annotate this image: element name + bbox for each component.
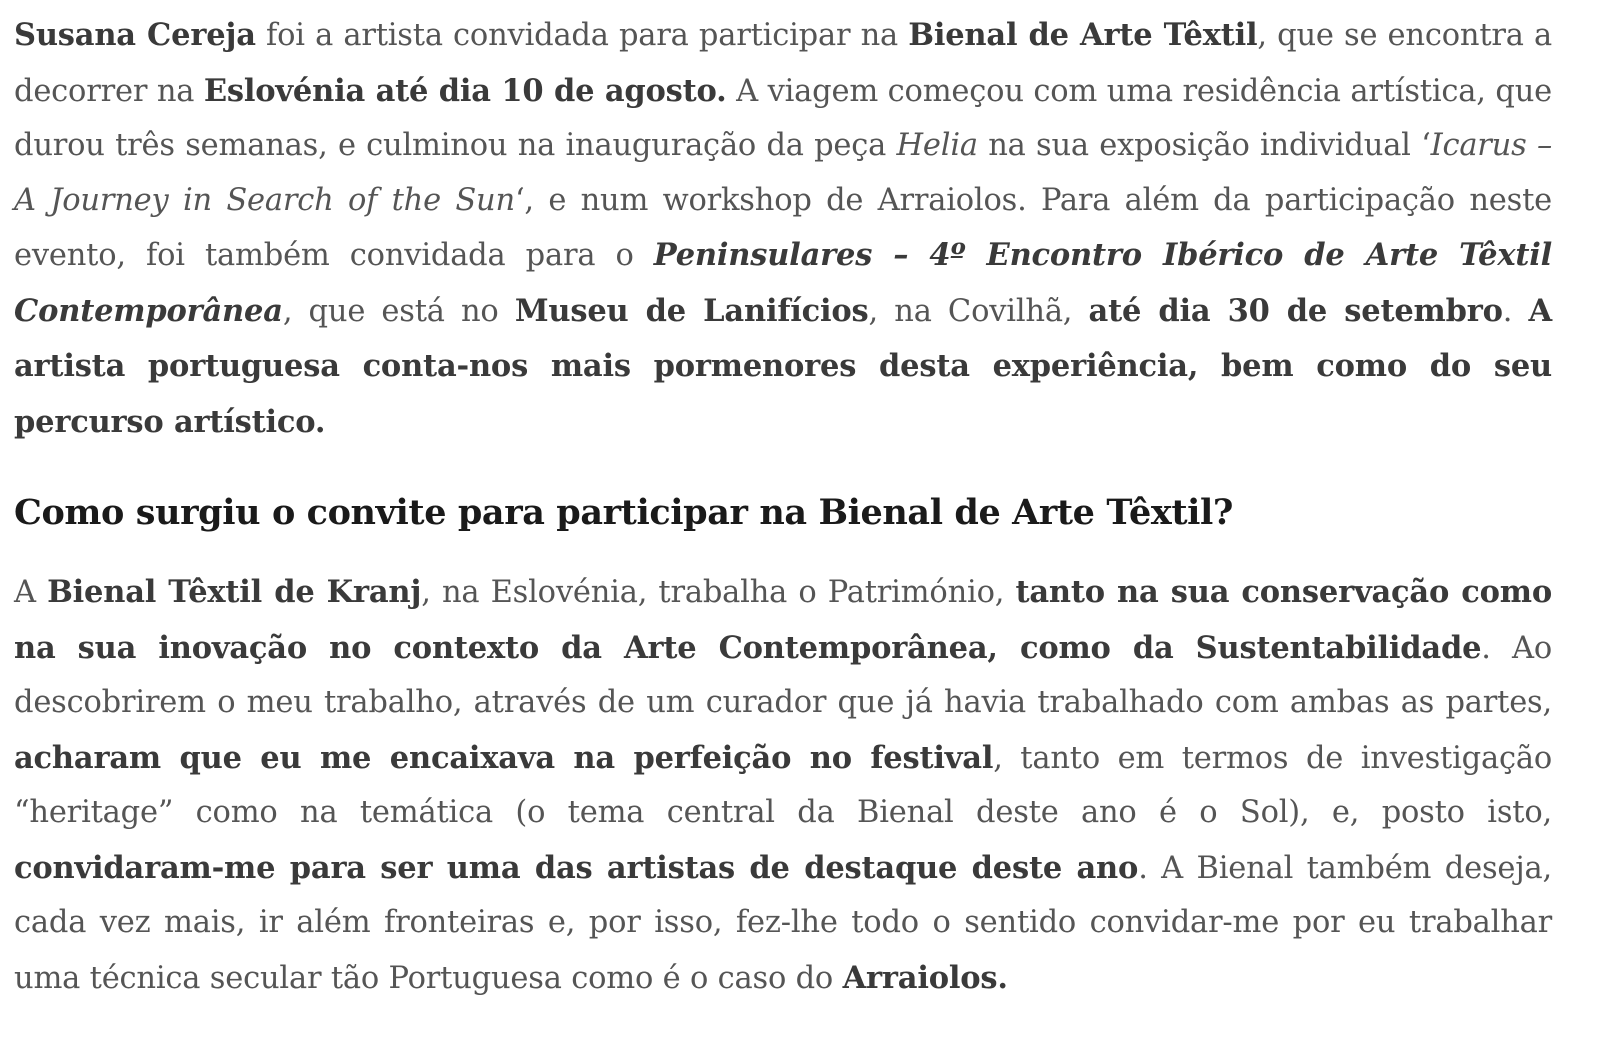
text-run: . Ao descobrirem o meu trabalho, através de um curador que já havia trabalhado com ambas as partes, (14, 630, 1552, 720)
text-run: foi a artista convidada para participar na (255, 18, 909, 53)
highlight-text: tanto na sua conservação como na sua inovação no contexto da Arte Contemporânea, como da Sustentabilidade (14, 574, 1552, 666)
text-run: , que se encontra a decorrer na (14, 18, 1552, 109)
text-run: ‘, e num workshop de Arraiolos. Para além da participação neste evento, foi também convidada para o (14, 182, 1552, 273)
event-location-date: Eslovénia até dia 10 de agosto. (203, 72, 727, 109)
article-body (14, 8, 1552, 1006)
end-date: até dia 30 de setembro (1088, 292, 1503, 329)
text-run: , na Covilhã, (868, 293, 1089, 329)
highlight-text: convidaram-me para ser uma das artistas de destaque deste ano (14, 849, 1139, 886)
text-run: , tanto em termos de investigação “heritage” como na temática (o tema central da Bienal deste ano é o Sol), e, posto isto, (14, 740, 1552, 830)
question-heading: Como surgiu o convite para participar na Bienal de Arte Têxtil? (14, 492, 1233, 533)
artist-name: Susana Cereja (14, 17, 256, 53)
exhibition-title: Icarus – A Journey in Search of the Sun (14, 128, 1552, 218)
encounter-title: Peninsulares – 4º Encontro Ibérico de Arte Têxtil Contemporânea (14, 237, 1552, 329)
text-run: na sua exposição individual ‘ (977, 128, 1431, 163)
intro-teaser: A artista portuguesa conta-nos mais pormenores desta experiência, bem como do seu percurso artístico. (14, 292, 1552, 440)
event-name: Bienal de Arte Têxtil (908, 17, 1258, 53)
technique-name: Arraiolos. (842, 959, 1008, 996)
text-run: . A Bienal também deseja, cada vez mais, ir além fronteiras e, por isso, fez-lhe todo o sentido convidar-me por eu trabalhar uma técnica secular tão Portuguesa como é o caso do (14, 850, 1552, 996)
text-run: A (14, 575, 48, 610)
highlight-text: acharam que eu me encaixava na perfeição no festival (14, 739, 994, 776)
museum-name: Museu de Lanifícios (514, 292, 869, 329)
text-run: A viagem começou com uma residência artística, que durou três semanas, e culminou na inauguração da peça (14, 73, 1553, 163)
text-run: , na Eslovénia, trabalha o Património, (421, 575, 1016, 610)
artwork-title: Helia (896, 128, 978, 163)
text-run: , que está no (282, 293, 515, 329)
biennial-name: Bienal Têxtil de Kranj (47, 574, 422, 610)
text-run: . (1502, 293, 1529, 329)
intro-paragraph (14, 8, 1552, 450)
answer-paragraph (14, 565, 1552, 1006)
